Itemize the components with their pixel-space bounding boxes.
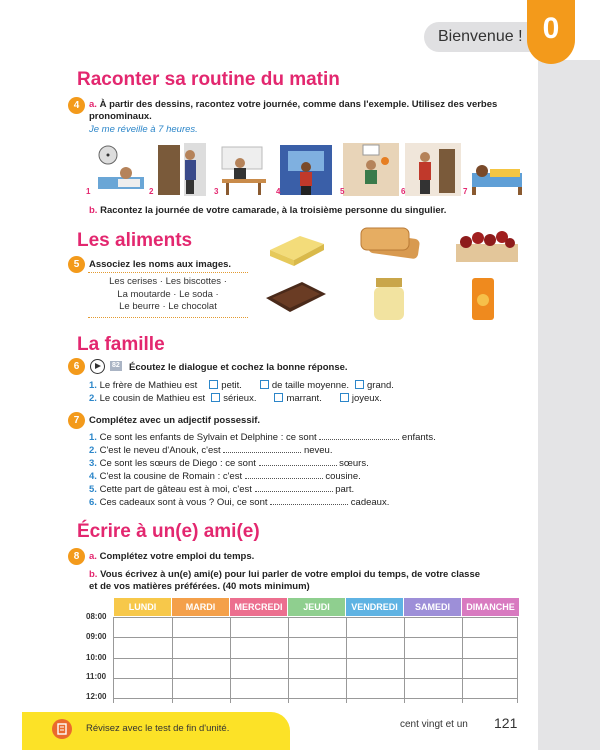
checkbox[interactable] xyxy=(209,380,218,389)
checkbox[interactable] xyxy=(340,393,349,402)
page-number-words: cent vingt et un xyxy=(400,719,468,730)
cherries-image xyxy=(452,220,522,266)
section-title-ecrire: Écrire à un(e) ami(e) xyxy=(77,521,260,542)
grid-line xyxy=(114,658,518,659)
ex4-example: Je me réveille à 7 heures. xyxy=(89,124,198,135)
section-title-routine: Raconter sa routine du matin xyxy=(77,69,340,90)
page-margin-strip xyxy=(538,60,600,750)
grid-line xyxy=(114,698,518,699)
unit-title: Bienvenue ! xyxy=(438,28,523,45)
unit-number-badge xyxy=(527,0,575,64)
scene-basketball-illustration xyxy=(343,143,399,196)
answer-blank[interactable] xyxy=(223,444,301,453)
checkbox[interactable] xyxy=(355,380,364,389)
scene-home-return-illustration xyxy=(405,143,461,196)
ex8b-instruction-cont: et de vos matières préférées. (40 mots minimum) xyxy=(89,581,310,592)
day-header-mercredi: MERCREDI xyxy=(230,598,287,616)
ex8a-instruction: a. Complétez votre emploi du temps. xyxy=(89,551,255,562)
ex7-instruction: Complétez avec un adjectif possessif. xyxy=(89,415,261,426)
word-bank-line: Les cerises · Les biscottes · xyxy=(109,276,227,287)
grid-line xyxy=(114,617,518,618)
word-bank xyxy=(88,272,248,318)
ex7-item: 3. Ce sont les sœurs de Diego : ce sont sœurs. xyxy=(89,458,369,469)
exercise-number-8: 8 xyxy=(68,548,85,565)
grid-line xyxy=(172,617,173,703)
grid-line xyxy=(462,617,463,703)
answer-blank[interactable] xyxy=(259,457,337,466)
ex7-item: 2. C'est le neveu d'Anouk, c'est neveu. xyxy=(89,445,333,456)
day-header-mardi: MARDI xyxy=(172,598,229,616)
audio-track-number: 82 xyxy=(112,362,120,369)
ex6-question-1: 1. Le frère de Mathieu est petit. de taille moyenne. grand. xyxy=(89,380,394,391)
word-bank-line: La moutarde · Le soda · xyxy=(117,288,219,300)
day-header-lundi: LUNDI xyxy=(114,598,171,616)
grid-line xyxy=(230,617,231,703)
section-title-aliments: Les aliments xyxy=(77,230,193,251)
grid-line xyxy=(346,617,347,703)
scene-number-5: 5 xyxy=(340,187,345,196)
time-label: 10:00 xyxy=(86,653,107,662)
scene-breakfast-illustration xyxy=(216,143,272,196)
chocolate-image xyxy=(262,280,330,314)
ex7-item: 1. Ce sont les enfants de Sylvain et Delphine : ce sont enfants. xyxy=(89,432,436,443)
scene-number-4: 4 xyxy=(276,187,281,196)
answer-blank[interactable] xyxy=(270,496,348,505)
day-header-vendredi: VENDREDI xyxy=(346,598,403,616)
scene-sleep-illustration xyxy=(468,143,524,196)
ex7-item: 6. Ces cadeaux sont à vous ? Oui, ce sont cadeaux. xyxy=(89,497,390,508)
exercise-number-6: 6 xyxy=(68,358,85,375)
answer-blank[interactable] xyxy=(319,431,399,440)
scene-wake-up-illustration xyxy=(92,143,148,196)
exercise-number-5: 5 xyxy=(68,256,85,273)
time-label: 09:00 xyxy=(86,632,107,641)
scene-leaving-house-illustration xyxy=(154,143,210,196)
mustard-jar-image xyxy=(372,276,406,322)
audio-play-icon[interactable] xyxy=(90,359,105,374)
grid-line xyxy=(114,678,518,679)
unit-number: 0 xyxy=(542,12,560,45)
answer-blank[interactable] xyxy=(255,483,333,492)
checkbox[interactable] xyxy=(211,393,220,402)
word-bank-line: Le beurre · Le chocolat xyxy=(119,301,217,312)
time-label: 11:00 xyxy=(86,672,107,681)
ex8b-instruction: b. Vous écrivez à un(e) ami(e) pour lui parler de votre emploi du temps, de votre classe xyxy=(89,569,481,580)
day-header-jeudi: JEUDI xyxy=(288,598,345,616)
grid-line xyxy=(114,637,518,638)
biscottes-image xyxy=(355,222,425,264)
ex7-item: 5. Cette part de gâteau est à moi, c'est part. xyxy=(89,484,355,495)
ex5-instruction: Associez les noms aux images. xyxy=(89,259,232,270)
day-header-samedi: SAMEDI xyxy=(404,598,461,616)
scene-number-1: 1 xyxy=(86,187,91,196)
ex4a-instruction: a. À partir des dessins, racontez votre journée, comme dans l'exemple. Utilisez des verbes xyxy=(89,99,498,110)
grid-line xyxy=(288,617,289,703)
scene-number-6: 6 xyxy=(401,187,406,196)
section-title-famille: La famille xyxy=(77,334,165,355)
grid-line xyxy=(404,617,405,703)
scene-number-3: 3 xyxy=(214,187,219,196)
checkbox[interactable] xyxy=(274,393,283,402)
page-number: 121 xyxy=(494,715,518,731)
checkbox[interactable] xyxy=(260,380,269,389)
scene-number-2: 2 xyxy=(149,187,154,196)
exercise-number-7: 7 xyxy=(68,412,85,429)
ex7-item: 4. C'est la cousine de Romain : c'est cousine. xyxy=(89,471,361,482)
soda-can-image xyxy=(470,276,496,322)
ex6-instruction: Écoutez le dialogue et cochez la bonne réponse. xyxy=(129,362,348,373)
scene-number-7: 7 xyxy=(463,187,468,196)
time-label: 12:00 xyxy=(86,692,107,701)
footer-review-text: Révisez avec le test de fin d'unité. xyxy=(86,723,230,734)
answer-blank[interactable] xyxy=(245,470,323,479)
ex6-question-2: 2. Le cousin de Mathieu est sérieux. marrant. joyeux. xyxy=(89,393,382,404)
test-icon xyxy=(52,719,72,739)
ex4a-instruction-cont: pronominaux. xyxy=(89,111,152,122)
butter-image xyxy=(264,224,330,266)
day-header-dimanche: DIMANCHE xyxy=(462,598,519,616)
scene-school-illustration xyxy=(278,143,334,196)
exercise-number-4: 4 xyxy=(68,97,85,114)
timetable-grid[interactable] xyxy=(113,617,518,703)
ex4b-instruction: b. Racontez la journée de votre camarade, à la troisième personne du singulier. xyxy=(89,205,447,216)
time-label: 08:00 xyxy=(86,612,107,621)
